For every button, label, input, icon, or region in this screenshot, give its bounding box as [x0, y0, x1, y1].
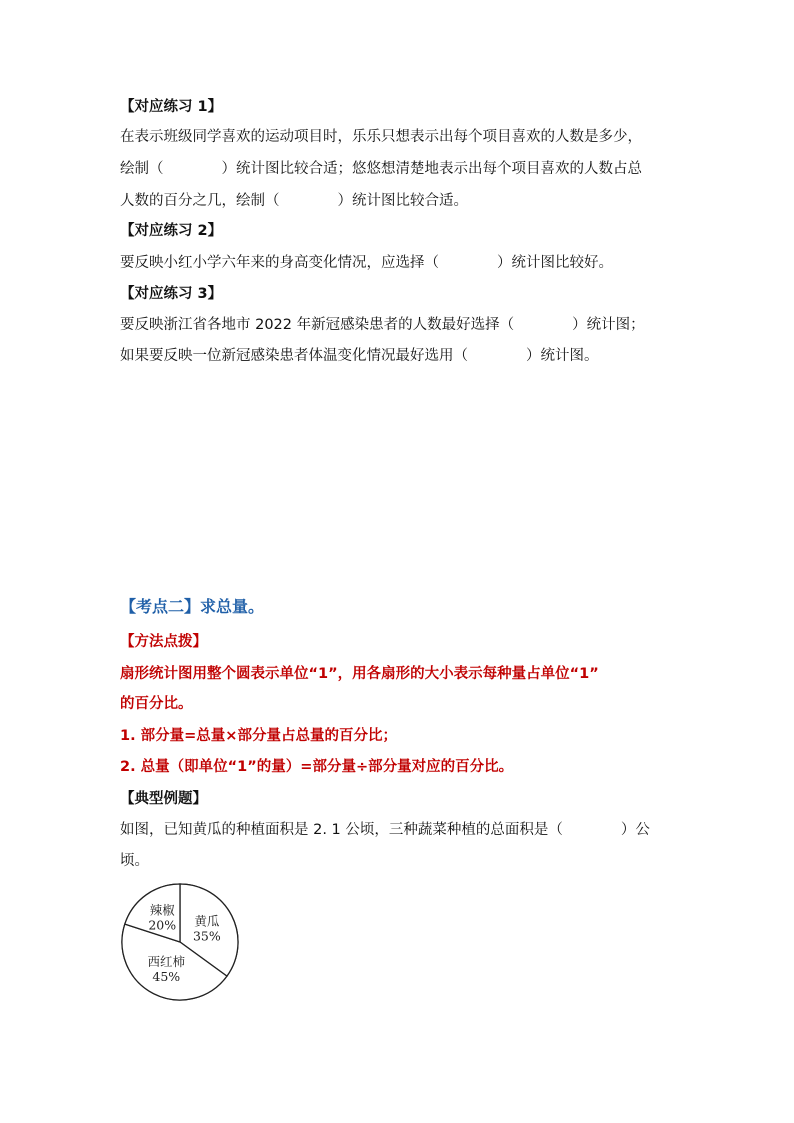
example-line1: 如图，已知黄瓜的种植面积是 2. 1 公顷，三种蔬菜种植的总面积是（ ）公 — [120, 822, 650, 838]
section2-title: 【考点二】求总量。 — [120, 597, 265, 616]
method-line3: 1. 部分量=总量×部分量占总量的百分比； — [120, 728, 397, 744]
pie-label-name-2: 辣椒 — [149, 902, 175, 918]
pie-label-pct-2: 20% — [148, 917, 177, 933]
pie-chart — [116, 877, 256, 1017]
pie-label-name-1: 西红柿 — [147, 953, 186, 969]
practice2-line1: 要反映小红小学六年来的身高变化情况，应选择（ ）统计图比较好。 — [120, 255, 613, 271]
pie-label-pct-0: 35% — [192, 928, 221, 944]
practice1-line1: 在表示班级同学喜欢的运动项目时，乐乐只想表示出每个项目喜欢的人数是多少， — [120, 129, 642, 145]
method-line2: 的百分比。 — [120, 696, 193, 712]
practice2-title: 【对应练习 2】 — [120, 223, 223, 239]
method-line1: 扇形统计图用整个圆表示单位“1”，用各扇形的大小表示每种量占单位“1” — [120, 666, 599, 682]
method-line4: 2. 总量（即单位“1”的量）=部分量÷部分量对应的百分比。 — [120, 759, 514, 775]
example-title: 【典型例题】 — [120, 791, 207, 807]
pie-label-pct-1: 45% — [152, 968, 181, 984]
practice3-line2: 如果要反映一位新冠感染患者体温变化情况最好选用（ ）统计图。 — [120, 348, 599, 364]
practice3-title: 【对应练习 3】 — [120, 286, 223, 302]
method-title: 【方法点拨】 — [120, 634, 207, 650]
practice1-line3: 人数的百分之几，绘制（ ）统计图比较合适。 — [120, 193, 468, 209]
practice1-title: 【对应练习 1】 — [120, 99, 223, 115]
practice3-line1: 要反映浙江省各地市 2022 年新冠感染患者的人数最好选择（ ）统计图； — [120, 317, 645, 333]
pie-label-name-0: 黄瓜 — [194, 913, 220, 929]
example-line2: 顷。 — [120, 853, 149, 869]
practice1-line2: 绘制（ ）统计图比较合适；悠悠想清楚地表示出每个项目喜欢的人数占总 — [120, 161, 642, 177]
